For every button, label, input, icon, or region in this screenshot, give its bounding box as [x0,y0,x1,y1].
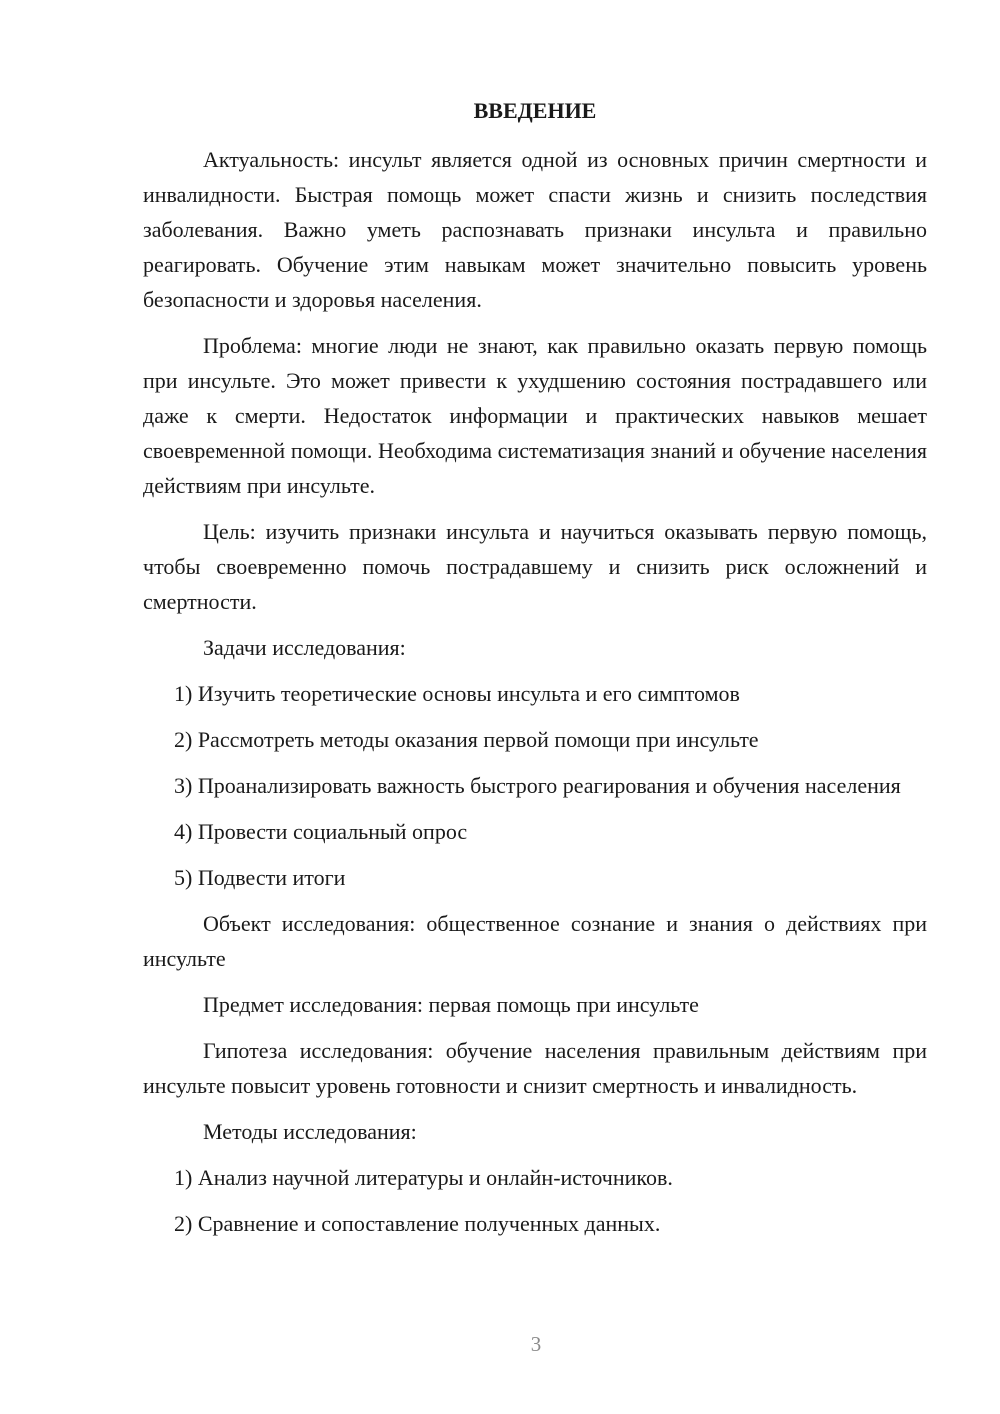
problem-paragraph: Проблема: многие люди не знают, как правильно оказать первую помощь при инсульте. Это может привести к ухудшению состояния пострадавшего или даже к смерти. Недостаток информации и практических навыков мешает своевременной помощи. Необходима систематизация знаний и обучение населения действиям при инсульте. [143,333,927,498]
methods-title: Методы исследования: [203,1119,417,1144]
object-paragraph: Объект исследования: общественное сознание и знания о действиях при инсульте [143,911,927,971]
goal-paragraph: Цель: изучить признаки инсульта и научиться оказывать первую помощь, чтобы своевременно помочь пострадавшему и снизить риск осложнений и смертности. [143,519,927,614]
task-item: 5) Подвести итоги [174,865,346,890]
task-item: 3) Проанализировать важность быстрого реагирования и обучения населения [174,773,901,798]
method-item: 2) Сравнение и сопоставление полученных данных. [174,1211,661,1236]
task-item: 4) Провести социальный опрос [174,819,468,844]
relevance-paragraph: Актуальность: инсульт является одной из основных причин смертности и инвалидности. Быстрая помощь может спасти жизнь и снизить последствия заболевания. Важно уметь распознавать признаки инсульта и правильно реагировать. Обучение этим навыкам может значительно повысить уровень безопасности и здоровья населения. [143,147,927,312]
section-heading: ВВЕДЕНИЕ [473,98,597,123]
method-item: 1) Анализ научной литературы и онлайн-источников. [174,1165,673,1190]
page-number: 3 [530,1332,542,1356]
hypothesis-paragraph: Гипотеза исследования: обучение населения правильным действиям при инсульте повысит уровень готовности и снизит смертность и инвалидность. [143,1038,927,1098]
tasks-title: Задачи исследования: [203,635,406,660]
task-item: 2) Рассмотреть методы оказания первой помощи при инсульте [174,727,759,752]
document-page [143,96,927,1252]
subject-paragraph: Предмет исследования: первая помощь при инсульте [203,992,699,1017]
task-item: 1) Изучить теоретические основы инсульта и его симптомов [174,681,740,706]
